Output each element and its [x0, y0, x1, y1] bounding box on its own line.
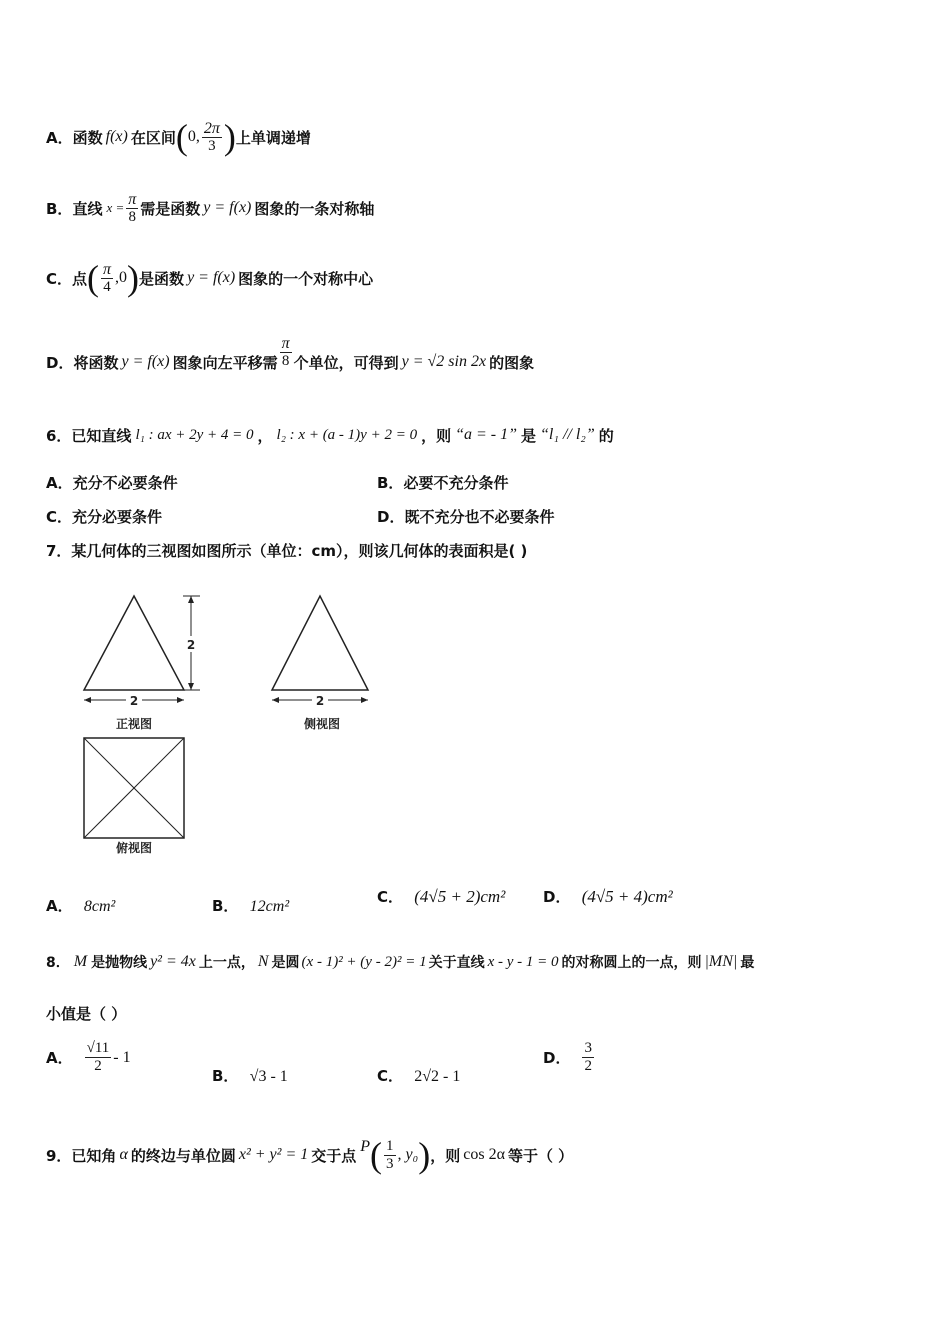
q9-text: 交于点 [311, 1146, 357, 1165]
option-label: B． [377, 474, 404, 492]
option-text: 将函数 [73, 353, 119, 372]
height-dim: 2 [186, 638, 196, 652]
dim-arrow-right [361, 697, 368, 703]
math-xeq: x = [106, 200, 125, 215]
q6-text: ， [257, 426, 273, 445]
fraction [384, 1138, 396, 1173]
point-y: ,0 [115, 269, 128, 286]
q6-text: 的 [598, 426, 614, 445]
option-text: 图象的一条对称轴 [254, 199, 375, 218]
option-label: B． [212, 1067, 239, 1085]
option-label: A． [46, 474, 73, 492]
paren-close: ) [418, 1135, 431, 1175]
fraction [85, 1040, 112, 1075]
q5-option-d [46, 330, 534, 394]
three-view-diagram [70, 586, 370, 866]
side-base-dim: 2 [315, 694, 325, 708]
math-MN: |MN| [704, 953, 738, 970]
q8-text: 是抛物线 [91, 955, 148, 971]
fraction [280, 335, 292, 370]
frac-den: 4 [103, 278, 111, 295]
frac-den: 8 [281, 352, 290, 369]
math-unit-circle: x² + y² = 1 [238, 1146, 309, 1163]
math-parallel: “l₁ // l₂” [540, 426, 595, 443]
fraction [101, 261, 113, 296]
option-label: D． [543, 1049, 571, 1067]
math-cos: cos 2α [463, 1146, 505, 1163]
option-label: A． [46, 1049, 73, 1067]
q5-option-c [46, 246, 373, 310]
q8-option-a [46, 1040, 131, 1075]
q9-text: 的终边与单位圆 [130, 1146, 236, 1165]
dim-arrow-left [272, 697, 279, 703]
option-text: 直线 [72, 199, 103, 218]
math-P: P [360, 1138, 371, 1155]
option-text: 充分不必要条件 [72, 474, 178, 492]
q8-text: 的对称圆上的一点，则 [561, 955, 702, 971]
front-view-label: 正视图 [115, 717, 153, 731]
dim-arrow-down [188, 683, 194, 690]
frac-num: 2π [203, 119, 220, 137]
q7-stem: 7．某几何体的三视图如图所示（单位：cm），则该几何体的表面积是( ) [46, 542, 528, 560]
q9-stem [46, 1122, 573, 1188]
dim-arrow-up [188, 596, 194, 603]
option-label: C． [46, 508, 73, 526]
q8-text: 最 [740, 955, 755, 971]
option-label: B． [212, 897, 239, 915]
q5-option-a [46, 100, 311, 174]
side-view-label: 侧视图 [303, 717, 341, 731]
q9-text: 9．已知角 [46, 1146, 117, 1165]
q8-option-c [377, 1065, 460, 1086]
paren-open: ( [370, 1135, 383, 1175]
math-l1: l₁ : ax + 2y + 4 = 0 [135, 426, 254, 443]
frac-num: π [128, 190, 137, 208]
option-text: 点 [72, 269, 88, 288]
math-yfx: y = f(x) [121, 353, 170, 370]
math-y0: , y₀ [397, 1146, 419, 1163]
option-label: D． [377, 508, 405, 526]
math-N: N [257, 953, 269, 970]
paren-open: ( [87, 258, 100, 298]
q7-option-d [543, 886, 673, 907]
q6-option-c [46, 506, 162, 527]
q7-option-a [46, 895, 115, 916]
option-text: 需是函数 [140, 199, 201, 218]
frac-den: 2 [584, 1058, 592, 1074]
q9-text: 等于（ ） [507, 1146, 574, 1165]
q9-text: ，则 [430, 1146, 461, 1165]
q8-text: 是圆 [271, 955, 300, 971]
q6-option-a [46, 472, 178, 493]
frac-den: 8 [128, 208, 136, 225]
q7-option-c [377, 886, 505, 907]
option-value: 2√2 - 1 [414, 1068, 461, 1085]
option-value: 8cm² [83, 898, 116, 915]
q8-option-d [543, 1040, 596, 1075]
paren-close: ) [223, 117, 236, 157]
q8-stem-line2: 小值是（ ） [46, 1005, 127, 1023]
option-label: D． [46, 353, 74, 372]
q8-option-b [212, 1065, 288, 1086]
option-text: 函数 [72, 128, 103, 147]
option-value: √3 - 1 [249, 1068, 288, 1085]
math-expr: y = √2 sin 2x [401, 353, 487, 370]
side-view [272, 596, 368, 731]
option-label: C． [46, 269, 73, 288]
frac-den: 3 [208, 137, 216, 154]
option-text: 个单位，可得到 [293, 353, 399, 372]
top-view [84, 738, 184, 855]
q6-option-d [377, 506, 554, 527]
front-view [84, 596, 200, 731]
q6-option-b [377, 472, 508, 493]
frac-num: √11 [86, 1040, 110, 1056]
dim-arrow-right [177, 697, 184, 703]
option-text: 是函数 [139, 269, 185, 288]
option-text: 上单调递增 [235, 128, 311, 147]
math-parabola: y² = 4x [150, 953, 196, 970]
frac-den: 2 [94, 1058, 102, 1074]
option-text: 充分必要条件 [72, 508, 163, 526]
q8-stem [46, 944, 754, 980]
math-circle: (x - 1)² + (y - 2)² = 1 [301, 953, 427, 970]
option-label: C． [377, 888, 404, 906]
front-triangle [84, 596, 184, 690]
math-yfx: y = f(x) [187, 269, 236, 286]
fraction [202, 120, 222, 155]
q6-text: 是 [521, 426, 537, 445]
q5-option-b [46, 186, 374, 230]
frac-num: 1 [386, 1137, 394, 1154]
option-value: 12cm² [249, 898, 290, 915]
side-triangle [272, 596, 368, 690]
q6-stem [46, 418, 614, 452]
math-line: x - y - 1 = 0 [487, 953, 559, 970]
option-text: 图象向左平移需 [172, 353, 278, 372]
option-text: 的图象 [489, 353, 535, 372]
frac-num: 3 [584, 1040, 592, 1056]
math-yfx: y = f(x) [203, 199, 252, 216]
three-view-figure [70, 586, 370, 870]
q8-text: 关于直线 [428, 955, 485, 971]
paren-close: ) [127, 258, 140, 298]
option-value: (4√5 + 2)cm² [414, 887, 506, 906]
paren-open: ( [175, 117, 188, 157]
math-M: M [73, 953, 88, 970]
frac-num: π [103, 260, 112, 278]
option-text: 图象的一个对称中心 [238, 269, 374, 288]
math-alpha: α [119, 1146, 128, 1163]
q8-text: 上一点， [198, 955, 255, 971]
dim-arrow-left [84, 697, 91, 703]
option-tail: - 1 [113, 1048, 131, 1066]
q6-text: ，则 [421, 426, 452, 445]
option-label: A． [46, 897, 73, 915]
option-value: (4√5 + 4)cm² [581, 887, 673, 906]
option-label: D． [543, 888, 571, 906]
option-label: C． [377, 1067, 404, 1085]
option-label: B． [46, 199, 73, 218]
math-condition: “a = - 1” [455, 426, 518, 443]
fraction [582, 1040, 594, 1075]
math-fx: f(x) [105, 128, 128, 145]
option-text: 必要不充分条件 [403, 474, 509, 492]
option-label: A． [46, 128, 73, 147]
option-text: 既不充分也不必要条件 [404, 508, 555, 526]
math-l2: l₂ : x + (a - 1)y + 2 = 0 [276, 426, 418, 443]
front-base-dim: 2 [129, 694, 139, 708]
fraction [126, 191, 138, 226]
frac-den: 3 [386, 1155, 394, 1172]
q7-option-b [212, 895, 289, 916]
option-text: 在区间 [130, 128, 176, 147]
frac-num: π [281, 334, 290, 352]
interval-start: 0, [187, 128, 200, 145]
top-view-label: 俯视图 [115, 841, 153, 855]
q6-text: 6．已知直线 [46, 426, 132, 445]
q8-text: 8． [46, 955, 70, 971]
